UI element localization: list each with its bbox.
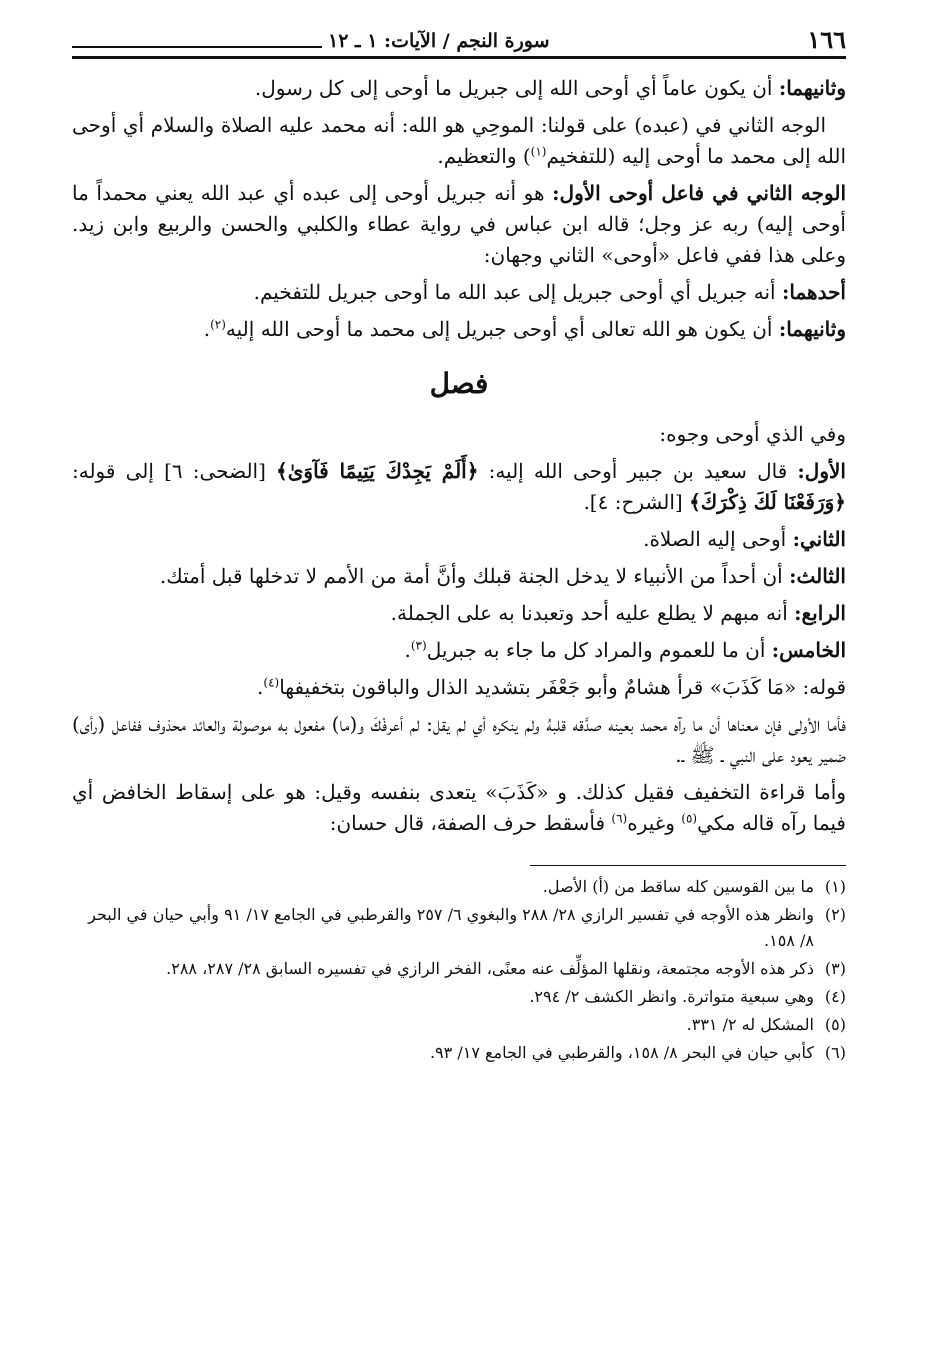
paragraph-tail: فأسقط حرف الصفة، قال حسان:	[329, 811, 612, 835]
running-title: سورة النجم / الآيات: ١ ـ ١٢	[328, 30, 550, 52]
paragraph-text: قوله: «مَا كَذَبَ» قرأ هشامٌ وأبو جَعْفَر بتشديد الذال والباقون بتخفيفها	[279, 675, 846, 699]
paragraph	[72, 672, 846, 703]
paragraph-mid: وغيره	[627, 811, 682, 835]
paragraph-tail: .	[203, 317, 211, 341]
quran-verse: ﴿أَلَمْ يَجِدْكَ يَتِيمًا فَآوَىٰ﴾	[276, 459, 479, 483]
paragraph-tail: [الشرح: ٤].	[583, 490, 690, 514]
paragraph-lead: وثانيهما:	[778, 317, 846, 341]
paragraph	[72, 561, 846, 592]
paragraph-lead: الخامس:	[771, 638, 846, 662]
paragraph-lead: الأول:	[797, 459, 846, 483]
page-number: ١٦٦	[807, 25, 846, 54]
footnote-text: وهي سبعية متواترة. وانظر الكشف ٢/ ٢٩٤.	[529, 987, 814, 1006]
book-page	[72, 22, 846, 1068]
footnote-text: المشكل له ٢/ ٣٣١.	[686, 1015, 814, 1034]
paragraph-lead: الثاني:	[792, 527, 846, 551]
footnote-ref: (٤)	[263, 675, 280, 690]
footnote-ref: (٢)	[210, 317, 226, 332]
footnotes	[72, 874, 846, 1066]
paragraph-text: هو أنه جبريل أوحى إلى عبده أي عبد الله يعني محمداً ما أوحى إليه) ربه عز وجل؛ قاله ابن عباس في رواية عطاء والكلبي والحسن والربيع وابن زيد. وعلى هذا ففي فاعل «أوحى» الثاني وجهان:	[72, 181, 846, 267]
paragraph-text: أوحى إليه الصلاة.	[643, 527, 793, 551]
paragraph-lead: الثالث:	[789, 564, 846, 588]
footnote-ref: (٣)	[410, 638, 427, 653]
paragraph-text: أن يكون هو الله تعالى أي أوحى جبريل إلى محمد ما أوحى الله إليه	[225, 317, 779, 341]
paragraph-tail: .	[404, 638, 411, 662]
footnote	[72, 1040, 846, 1066]
footnote-text: كأبي حيان في البحر ٨/ ١٥٨، والقرطبي في الجامع ١٧/ ٩٣.	[429, 1043, 814, 1062]
main-text	[72, 73, 846, 1066]
footnote	[72, 956, 846, 982]
section-heading: فصل	[429, 367, 489, 400]
running-title-wrap	[72, 28, 550, 54]
paragraph-text: وأما قراءة التخفيف فقيل كذلك. و «كَذَبَ» يتعدى بنفسه وقيل: هو على إسقاط الخافض أي فيما رآه قاله مكي	[72, 780, 846, 835]
footnote-number: (١)	[824, 877, 846, 896]
paragraph	[72, 635, 846, 666]
paragraph	[72, 419, 846, 450]
footnote	[72, 874, 846, 900]
paragraph-text: أنه جبريل أي أوحى جبريل إلى عبد الله ما أوحى جبريل للتفخيم.	[253, 280, 782, 304]
paragraph	[72, 314, 846, 345]
paragraph	[72, 598, 846, 629]
header-rule	[72, 46, 322, 48]
paragraph	[72, 277, 846, 308]
footnote-number: (٤)	[824, 987, 846, 1006]
footnote-ref: (٥)	[681, 811, 698, 826]
footnote-separator	[530, 865, 846, 866]
footnote-number: (٥)	[824, 1015, 846, 1034]
footnote-number: (٣)	[824, 959, 846, 978]
paragraph-text: أنه مبهم لا يطلع عليه أحد وتعبدنا به على الجملة.	[390, 601, 795, 625]
paragraph-text: وفي الذي أوحى وجوه:	[659, 422, 846, 446]
paragraph-text: فأما الأولى فإن معناها أن ما رآه محمد بعينه صدَّقه قلبهُ ولم ينكره أي لم يقل: لم أعرفْكَ و(ما) مفعول به موصولة والعائد محذوف ففاعل (رأى) ضمير يعود على النبي ـ ﷺ ـ.	[72, 712, 846, 767]
footnote	[72, 1012, 846, 1038]
paragraph-text: قال سعيد بن جبير أوحى الله إليه:	[478, 459, 798, 483]
quran-verse: ﴿وَرَفَعْنَا لَكَ ذِكْرَكَ﴾	[689, 490, 846, 514]
footnote-number: (٢)	[824, 905, 846, 924]
paragraph-text: الوجه الثاني في (عبده) على قولنا: الموحِي هو الله: أنه محمد عليه الصلاة والسلام أي أوحى الله إلى محمد ما أوحى إليه (للتفخيم	[72, 113, 846, 168]
paragraph	[72, 178, 846, 271]
paragraph-lead: أحدهما:	[781, 280, 846, 304]
paragraph-lead: وثانيهما:	[778, 76, 846, 100]
paragraph-text: أن ما للعموم والمراد كل ما جاء به جبريل	[426, 638, 772, 662]
paragraph-tail: .	[257, 675, 264, 699]
paragraph	[72, 524, 846, 555]
footnote-text: ما بين القوسين كله ساقط من (أ) الأصل.	[542, 877, 814, 896]
paragraph-lead: الرابع:	[794, 601, 846, 625]
paragraph-text: أن يكون عاماً أي أوحى الله إلى جبريل ما أوحى إلى كل رسول.	[254, 76, 779, 100]
footnote	[72, 984, 846, 1010]
footnote-number: (٦)	[824, 1043, 846, 1062]
footnote-ref: (٦)	[611, 811, 628, 826]
footnote-text: وانظر هذه الأوجه في تفسير الرازي ٢٨/ ٢٨٨ والبغوي ٦/ ٢٥٧ والقرطبي في الجامع ١٧/ ٩١ وأبي حيان في البحر ٨/ ١٥٨.	[88, 905, 814, 950]
page-header	[72, 22, 846, 59]
paragraph	[72, 110, 846, 172]
paragraph-mid: [الضحى: ٦] إلى قوله:	[72, 459, 277, 483]
paragraph	[72, 777, 846, 839]
paragraph	[72, 709, 846, 771]
paragraph	[72, 456, 846, 518]
footnote	[72, 902, 846, 954]
footnote-ref: (١)	[530, 144, 547, 159]
footnote-text: ذكر هذه الأوجه مجتمعة، ونقلها المؤلِّف عنه معنًى، الفخر الرازي في تفسيره السابق ٢٨/ ٢٨٧، ٢٨٨.	[166, 959, 814, 978]
paragraph-text: أن أحداً من الأنبياء لا يدخل الجنة قبلك وأنَّ أمة من الأمم لا تدخلها قبل أمتك.	[159, 564, 790, 588]
paragraph	[72, 73, 846, 104]
paragraph-tail: ) والتعظيم.	[437, 144, 531, 168]
paragraph-lead: الوجه الثاني في فاعل أوحى الأول:	[552, 181, 847, 205]
